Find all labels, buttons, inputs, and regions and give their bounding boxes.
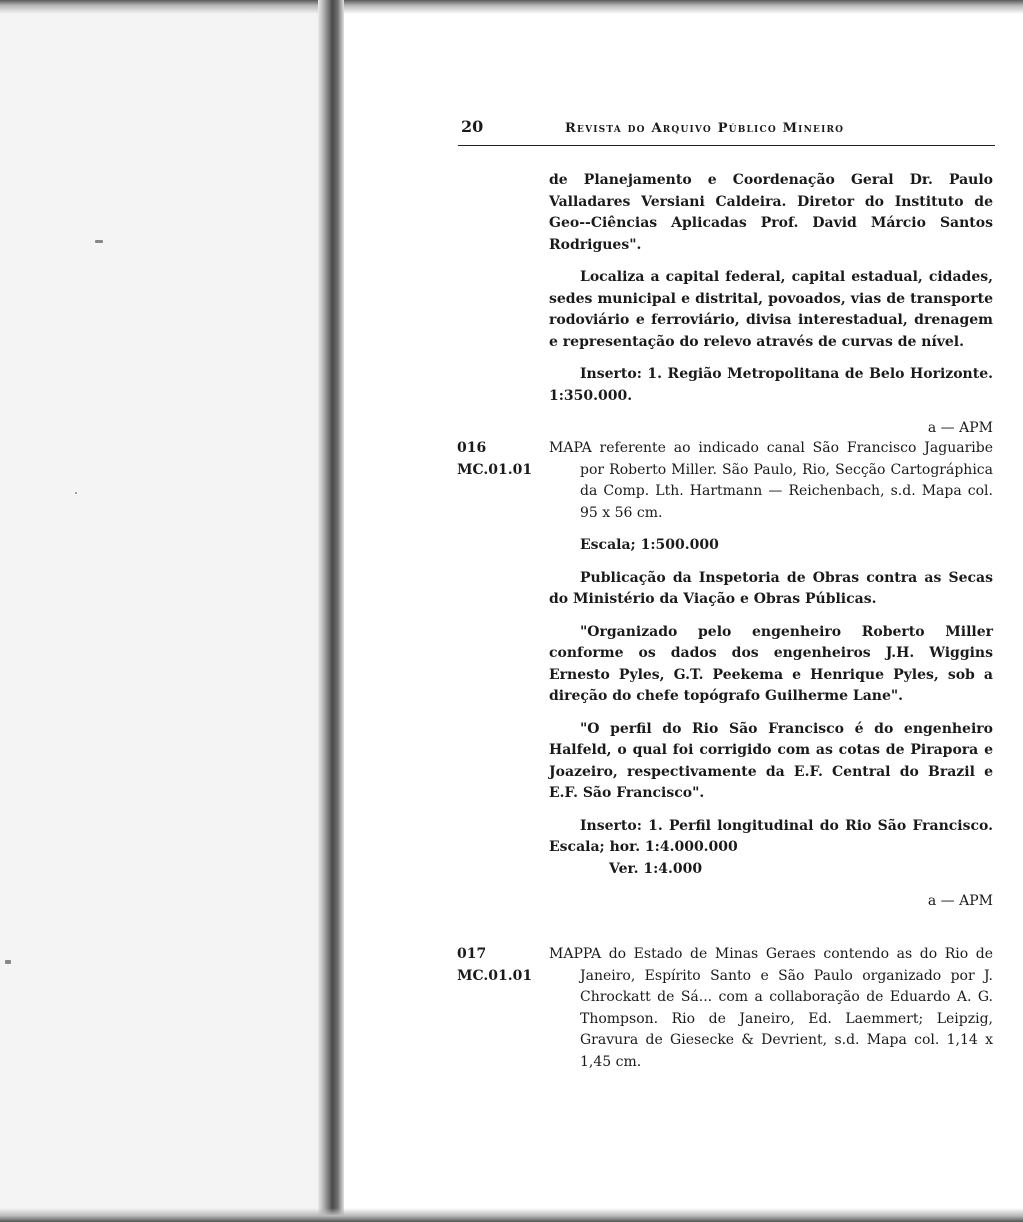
facing-page-margin [0, 0, 330, 1222]
inserto-paragraph: Inserto: 1. Região Metropolitana de Belo Horizonte. 1:350.000. [549, 366, 993, 404]
entry-title: MAPPA do Estado de Minas Geraes contendo as do Rio de Janeiro, Espírito Santo e São Paulo organizado por J. Chrockatt de Sá... com a collaboração de Eduardo A. G. Thompson. Rio de Janeiro, Ed. Laemmert; Leipzig, Gravura de Giesecke & Devrient, s.d. Mapa col. 1,14 x 1,45 cm. [549, 946, 993, 1070]
entry-number: 017 [457, 946, 487, 962]
page-speck [5, 960, 11, 964]
page-speck [95, 240, 103, 243]
entry-number: 016 [457, 440, 487, 456]
source-note: a — APM [927, 420, 993, 436]
running-title: Revista do Arquivo Público Mineiro [565, 121, 845, 136]
quote-paragraph: "O perfil do Rio São Francisco é do engenheiro Halfeld, o qual foi corrigido com as cotas de Pirapora e Joazeiro, respectivamente da E.F. Central do Brazil e E.F. São Francisco". [549, 720, 993, 801]
entry-number-017 [457, 944, 532, 987]
publication-paragraph: Publicação da Inspetoria de Obras contra as Secas do Ministério da Viação e Obras Públicas. [549, 569, 993, 607]
inserto-vertical-scale: Ver. 1:4.000 [609, 860, 703, 877]
entry-title: MAPA referente ao indicado canal São Francisco Jaguaribe por Roberto Miller. São Paulo, Rio, Secção Cartográphica da Comp. Lth. Hartmann — Reichenbach, s.d. Mapa col. 95 x 56 cm. [549, 440, 993, 521]
page-number: 20 [461, 117, 484, 136]
entry-017 [549, 944, 993, 1073]
localiza-paragraph: Localiza a capital federal, capital estadual, cidades, sedes municipal e distrital, povoados, vias de transporte rodoviário e ferroviário, divisa interestadual, drenagem e representação do relevo através de curvas de nível. [549, 269, 993, 350]
inserto-paragraph: Inserto: 1. Perfil longitudinal do Rio São Francisco. Escala; hor. 1:4.000.000 [549, 817, 993, 855]
entry-016 [549, 438, 993, 913]
header-rule [458, 145, 995, 146]
source-note: a — APM [927, 893, 993, 909]
quote-paragraph: "Organizado pelo engenheiro Roberto Miller conforme os dados dos engenheiros J.H. Wiggins Ernesto Pyles, G.T. Peekema e Henrique Pyles, sob a direção do chefe topógrafo Guilherme Lane". [549, 623, 993, 704]
intro-paragraph: de Planejamento e Coordenação Geral Dr. Paulo Valladares Versiani Caldeira. Diretor do Instituto de Geo--Ciências Aplicadas Prof. David Márcio Santos Rodrigues". [549, 172, 993, 253]
entry-code: MC.01.01 [457, 461, 533, 478]
book-spine-gutter [318, 0, 344, 1222]
page-speck [75, 492, 77, 494]
entry-code: MC.01.01 [457, 967, 533, 984]
scan-edge-top [0, 0, 1023, 14]
entry-number-016 [457, 438, 532, 481]
continued-entry [549, 170, 993, 440]
scale-line: Escala; 1:500.000 [580, 537, 719, 553]
scan-edge-bottom [0, 1208, 1023, 1222]
